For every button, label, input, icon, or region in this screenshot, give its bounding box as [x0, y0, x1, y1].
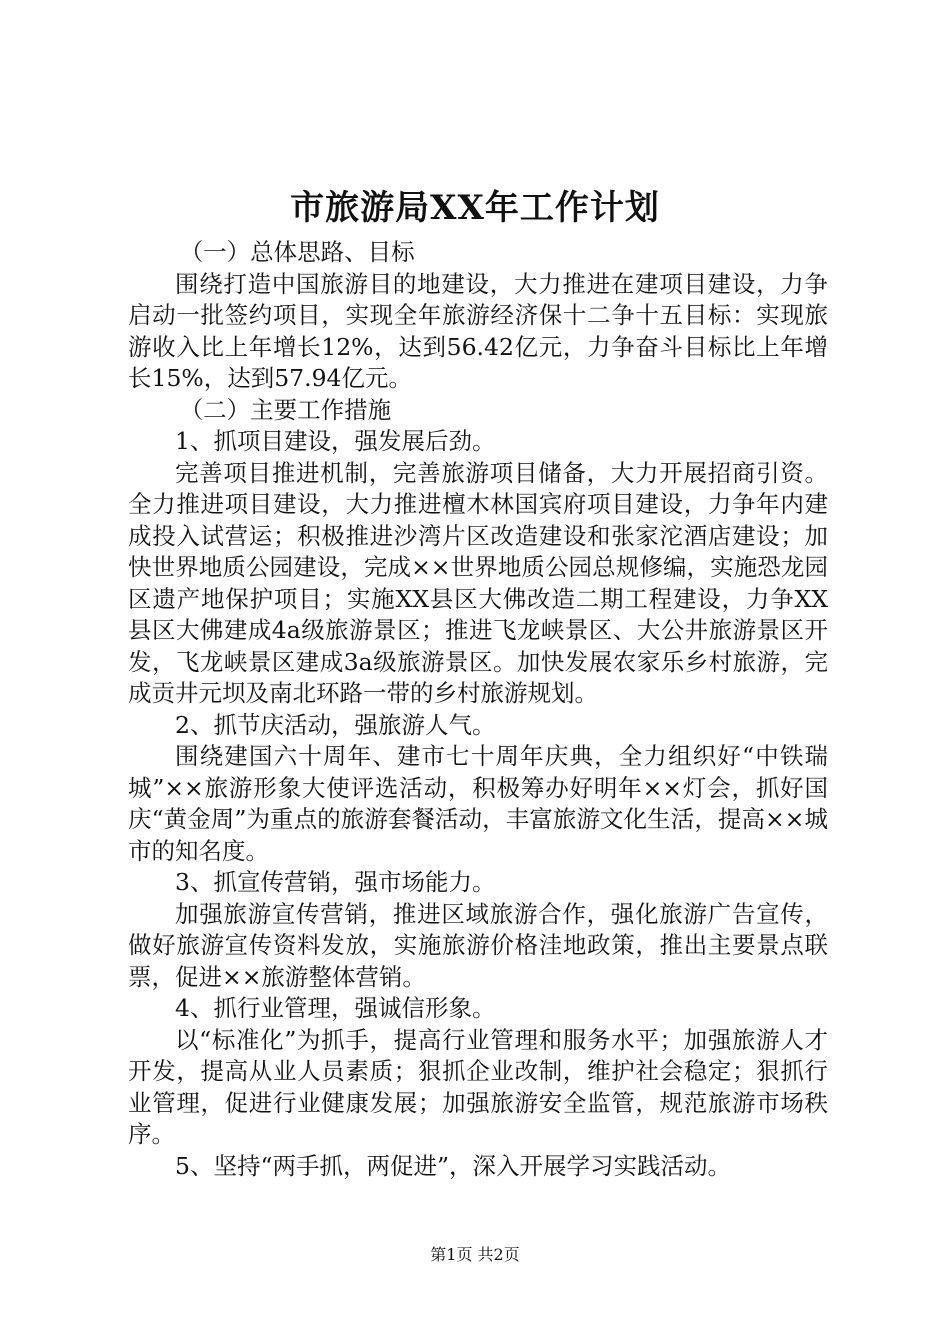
- section-heading-overview: （一）总体思路、目标: [179, 238, 415, 266]
- paragraph-marketing: 加强旅游宣传营销，推进区域旅游合作，强化旅游广告宣传，做好旅游宣传资料发放，实施旅游价格洼地政策，推出主要景点联票，促进××旅游整体营销。: [128, 899, 828, 991]
- paragraph-festivals: 围绕建国六十周年、建市七十周年庆典，全力组织好“中铁瑞城”××旅游形象大使评选活动，积极筹办好明年××灯会，抓好国庆“黄金周”为重点的旅游套餐活动，丰富旅游文化生活，提高××城市的知名度。: [128, 742, 828, 865]
- paragraph-management: 以“标准化”为抓手，提高行业管理和服务水平；加强旅游人才开发，提高从业人员素质；狠抓企业改制，维护社会稳定；狠抓行业管理，促进行业健康发展；加强旅游安全监管，规范旅游市场秩序。: [128, 1025, 828, 1148]
- document-title: 市旅游局XX年工作计划: [290, 188, 660, 228]
- item-heading-marketing: 3、抓宣传营销，强市场能力。: [175, 868, 496, 896]
- item-heading-festivals: 2、抓节庆活动，强旅游人气。: [175, 710, 496, 739]
- document-body: [128, 237, 828, 1182]
- section-heading-measures: （二）主要工作措施: [179, 395, 392, 424]
- paragraph-goals: 围绕打造中国旅游目的地建设，大力推进在建项目建设，力争启动一批签约项目，实现全年旅游经济保十二争十五目标：实现旅游收入比上年增长12%，达到56.42亿元，力争奋斗目标比上年增长15%，达到57.94亿元。: [128, 269, 828, 392]
- item-heading-study: 5、坚持“两手抓，两促进”，深入开展学习实践活动。: [175, 1151, 731, 1180]
- item-heading-management: 4、抓行业管理，强诚信形象。: [175, 994, 496, 1022]
- page-number-footer: 第1页 共2页: [430, 1245, 520, 1264]
- paragraph-projects: 完善项目推进机制，完善旅游项目储备，大力开展招商引资。全力推进项目建设，大力推进檀木林国宾府项目建设，力争年内建成投入试营运；积极推进沙湾片区改造建设和张家沱酒店建设；加快世界地质公园建设，完成××世界地质公园总规修编，实施恐龙园区遗产地保护项目；实施XX县区大佛改造二期工程建设，力争XX县区大佛建成4a级旅游景区；推进飞龙峡景区、大公井旅游景区开发，飞龙峡景区建成3a级旅游景区。加快发展农家乐乡村旅游，完成贡井元坝及南北环路一带的乡村旅游规划。: [128, 458, 828, 707]
- item-heading-projects: 1、抓项目建设，强发展后劲。: [175, 427, 496, 455]
